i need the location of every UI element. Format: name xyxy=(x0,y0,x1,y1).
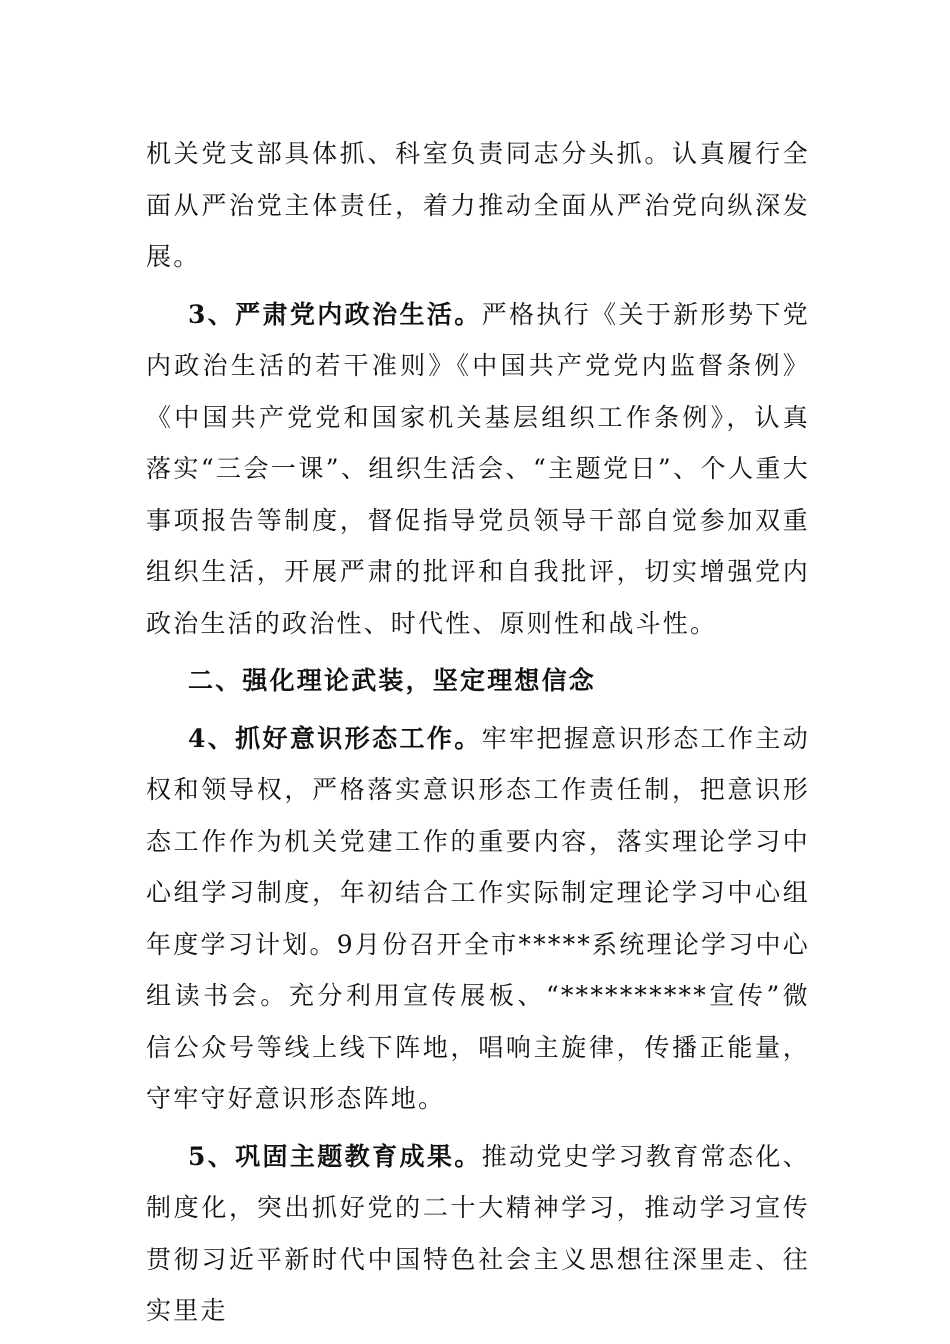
item-3-lead: 3、严肃党内政治生活。 xyxy=(188,299,482,329)
item-4-lead: 4、抓好意识形态工作。 xyxy=(188,723,482,753)
item-5-paragraph xyxy=(146,1131,810,1337)
section-2-heading: 二、强化理论武装，坚定理想信念 xyxy=(188,666,597,695)
continuation-paragraph: 机关党支部具体抓、科室负责同志分头抓。认真履行全面从严治党主体责任，着力推动全面从严治党向纵深发展。 xyxy=(146,139,810,271)
item-5-body: 推动党史学习教育常态化、制度化，突出抓好党的二十大精神学习，推动学习宣传贯彻习近平新时代中国特色社会主义思想往深里走、往实里走 xyxy=(146,1141,810,1325)
item-4-paragraph xyxy=(146,713,810,1125)
item-3-paragraph xyxy=(146,289,810,650)
item-3-body: 严格执行《关于新形势下党内政治生活的若干准则》《中国共产党党内监督条例》《中国共产党党和国家机关基层组织工作条例》，认真落实“三会一课”、组织生活会、“主题党日”、个人重大事项报告等制度，督促指导党员领导干部自觉参加双重组织生活，开展严肃的批评和自我批评，切实增强党内政治生活的政治性、时代性、原则性和战斗性。 xyxy=(146,299,810,638)
document-page xyxy=(146,128,810,1337)
item-5-lead: 5、巩固主题教育成果。 xyxy=(188,1141,482,1171)
item-4-body: 牢牢把握意识形态工作主动权和领导权，严格落实意识形态工作责任制，把意识形态工作作为机关党建工作的重要内容，落实理论学习中心组学习制度，年初结合工作实际制定理论学习中心组年度学习计划。9月份召开全市*****系统理论学习中心组读书会。充分利用宣传展板、“**********宣传”微信公众号等线上线下阵地，唱响主旋律，传播正能量，守牢守好意识形态阵地。 xyxy=(146,723,810,1113)
